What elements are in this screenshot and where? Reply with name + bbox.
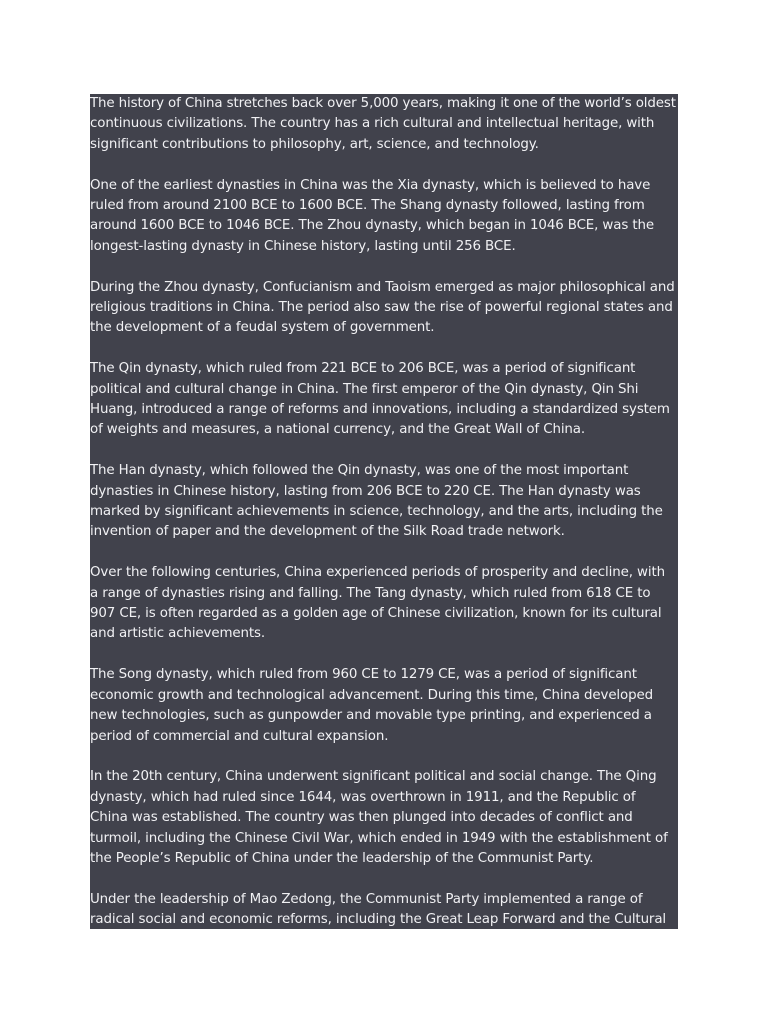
paragraph-han-dynasty: The Han dynasty, which followed the Qin dynasty, was one of the most important dynasties in Chinese history, lasting from 206 BCE to 220 CE. The Han dynasty was marked by significant achievements in science, technology, and the arts, including the invention of paper and the development of the Silk Road trade network. [90, 463, 663, 540]
paragraph-history-overview: The history of China stretches back over 5,000 years, making it one of the world’s oldest continuous civilizations. The country has a rich cultural and intellectual heritage, with significant contributions to philosophy, art, science, and technology. [90, 96, 676, 152]
paragraph-zhou-dynasty: During the Zhou dynasty, Confucianism and Taoism emerged as major philosophical and religious traditions in China. The period also saw the rise of powerful regional states and the development of a feudal system of government. [90, 279, 675, 336]
paragraph-qin-dynasty: The Qin dynasty, which ruled from 221 BCE to 206 BCE, was a period of significant political and cultural change in China. The first emperor of the Qin dynasty, Qin Shi Huang, introduced a range of reforms and innovations, including a standardized system of weights and measures, a national currency, and the Great Wall of China. [90, 361, 670, 438]
paragraph-song-dynasty: The Song dynasty, which ruled from 960 CE to 1279 CE, was a period of significant economic growth and technological advancement. During this time, China developed new technologies, such as gunpowder and movable type printing, and experienced a period of commercial and cultural expansion. [90, 667, 653, 744]
document-body [90, 94, 676, 929]
paragraph-tang-dynasty: Over the following centuries, China experienced periods of prosperity and decline, with a range of dynasties rising and falling. The Tang dynasty, which ruled from 618 CE to 907 CE, is often regarded as a golden age of Chinese civilization, known for its cultural and artistic achievements. [90, 565, 665, 642]
paragraph-20th-century: In the 20th century, China underwent significant political and social change. The Qing dynasty, which had ruled since 1644, was overthrown in 1911, and the Republic of China was established. The country was then plunged into decades of conflict and turmoil, including the Chinese Civil War, which ended in 1949 with the establishment of the People’s Republic of China under the leadership of the Communist Party. [90, 769, 668, 866]
paragraph-mao-zedong: Under the leadership of Mao Zedong, the Communist Party implemented a range of radical social and economic reforms, including the Great Leap Forward and the Cultural [90, 891, 667, 928]
paragraph-early-dynasties: One of the earliest dynasties in China was the Xia dynasty, which is believed to have ruled from around 2100 BCE to 1600 BCE. The Shang dynasty followed, lasting from around 1600 BCE to 1046 BCE. The Zhou dynasty, which began in 1046 BCE, was the longest-lasting dynasty in Chinese history, lasting until 256 BCE. [90, 177, 654, 254]
document-page [90, 94, 678, 929]
